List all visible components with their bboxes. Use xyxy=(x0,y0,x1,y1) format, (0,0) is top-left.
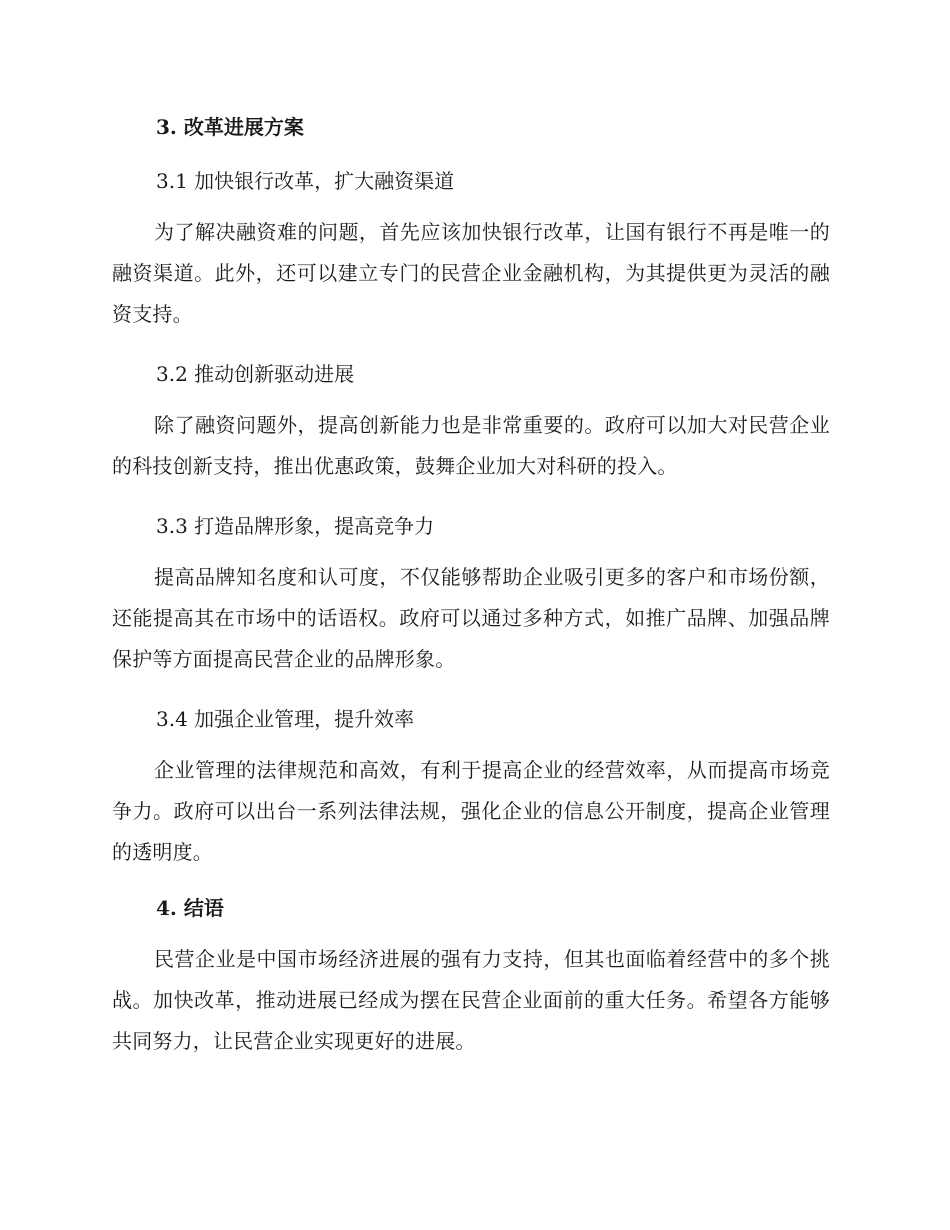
subsection-title-3-3: 3.3 打造品牌形象，提高竞争力 xyxy=(156,514,435,538)
subsection-title-3-1: 3.1 加快银行改革，扩大融资渠道 xyxy=(156,169,455,193)
paragraph-conclusion: 民营企业是中国市场经济进展的强有力支持，但其也面临着经营中的多个挑战。加快改革，推动进展已经成为摆在民营企业面前的重大任务。希望各方能够共同努力，让民营企业实现更好的进展。 xyxy=(112,947,830,1053)
section-heading-3: 3. 改革进展方案 xyxy=(156,115,304,139)
paragraph-3-3: 提高品牌知名度和认可度，不仅能够帮助企业吸引更多的客户和市场份额，还能提高其在市场中的话语权。政府可以通过多种方式，如推广品牌、加强品牌保护等方面提高民营企业的品牌形象。 xyxy=(112,565,830,671)
paragraph-3-2: 除了融资问题外，提高创新能力也是非常重要的。政府可以加大对民营企业的科技创新支持，推出优惠政策，鼓舞企业加大对科研的投入。 xyxy=(112,413,830,478)
subsection-title-3-4: 3.4 加强企业管理，提升效率 xyxy=(156,707,415,731)
subsection-title-3-2: 3.2 推动创新驱动进展 xyxy=(156,362,355,386)
document-page xyxy=(112,100,830,1062)
paragraph-3-1: 为了解决融资难的问题，首先应该加快银行改革，让国有银行不再是唯一的融资渠道。此外，还可以建立专门的民营企业金融机构，为其提供更为灵活的融资支持。 xyxy=(112,220,830,326)
paragraph-3-4: 企业管理的法律规范和高效，有利于提高企业的经营效率，从而提高市场竞争力。政府可以出台一系列法律法规，强化企业的信息公开制度，提高企业管理的透明度。 xyxy=(112,758,830,864)
section-heading-4: 4. 结语 xyxy=(156,896,224,920)
